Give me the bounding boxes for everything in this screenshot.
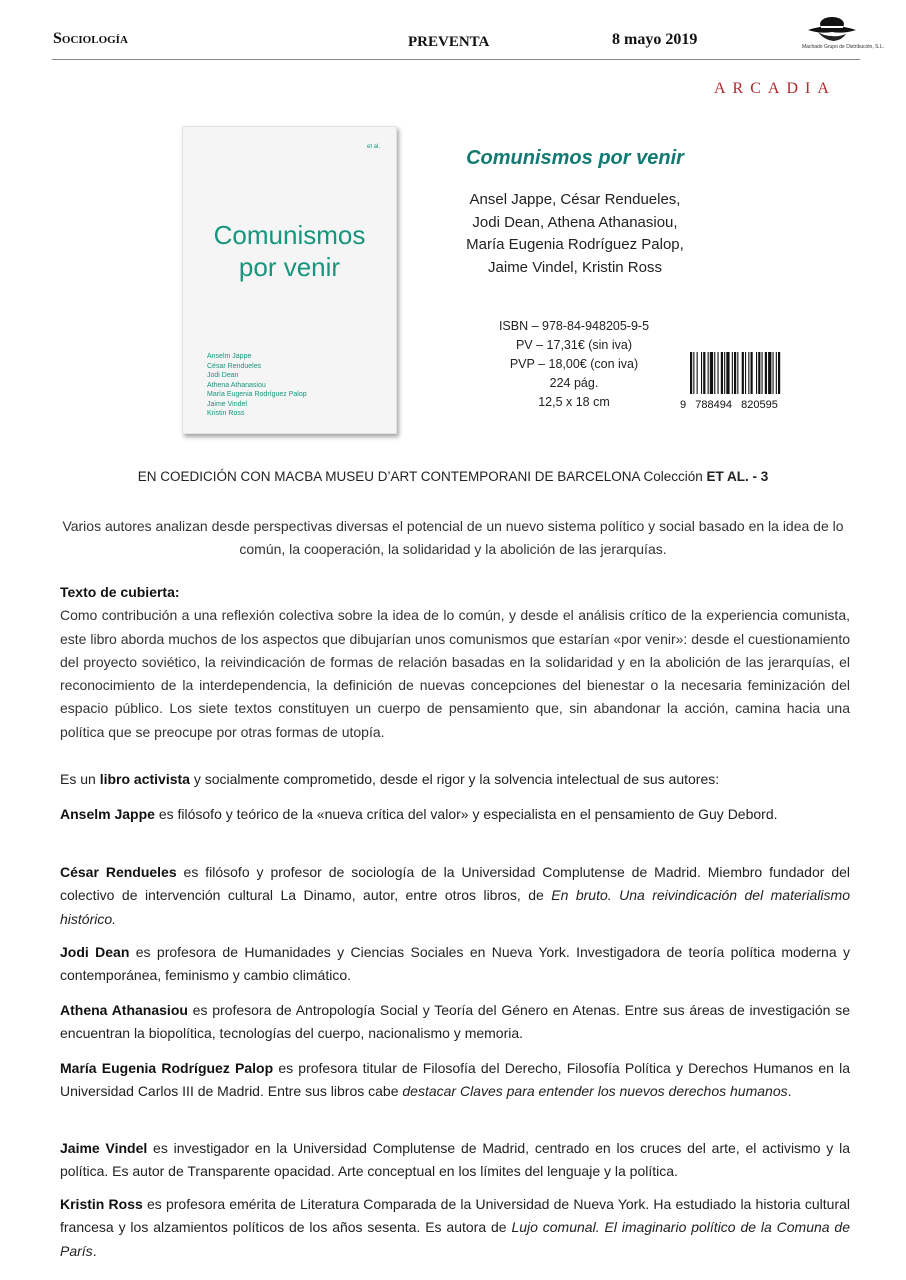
cover-series-mark: et al. bbox=[366, 144, 380, 150]
barcode-bar bbox=[762, 352, 763, 394]
activist-line bbox=[60, 768, 850, 791]
cover-author: Jaime Vindel bbox=[207, 400, 247, 408]
collection-label: ET AL. - 3 bbox=[706, 469, 769, 484]
barcode-bars bbox=[678, 352, 806, 394]
activist-pre: Es un bbox=[60, 771, 100, 787]
bio-text: es profesora de Humanidades y Ciencias Sociales en Nueva York. Investigadora de teoría política moderna y contemporánea, feminismo y cambio climático. bbox=[60, 944, 851, 984]
bio-jappe bbox=[60, 803, 850, 826]
cover-author: César Rendueles bbox=[207, 362, 262, 370]
cover-author: Kristin Ross bbox=[207, 410, 245, 417]
barcode-bar bbox=[693, 352, 694, 394]
book-title: Comunismos por venir bbox=[466, 147, 684, 169]
barcode-bar bbox=[697, 352, 698, 394]
section-label: Sociología bbox=[53, 30, 128, 47]
isbn: ISBN – 978-84-948205-9-5 bbox=[498, 319, 650, 333]
barcode-bar bbox=[776, 352, 777, 394]
bio-name: César Rendueles bbox=[60, 864, 177, 880]
hat-icon bbox=[804, 14, 860, 44]
cover-text-body: Como contribución a una reflexión colectiva sobre la idea de lo común, y desde el análisis crítico de la experiencia comunista, este libro aborda muchos de los aspectos que dibujarían unos comunismos que estarían «por venir»: desde el cuestionamiento del proyecto soviético, la reivindicación de formas de relación basadas en la solidaridad y en la abolición de las jerarquías, el reconocimiento de la interdependencia, la definición de nuevas concepciones del bienestar o la necesaria feminización del espacio público. Los siete textos constituyen un cuerpo de pensamiento que, sin abandonar la acción, camina hacia una política que se preocupe por otras formas de utopía. bbox=[60, 607, 850, 740]
book-specs bbox=[474, 317, 674, 412]
barcode-bar bbox=[734, 352, 736, 394]
coedition-text: EN COEDICIÓN CON MACBA MUSEU D’ART CONTEMPORANI DE BARCELONA Colección bbox=[137, 469, 707, 484]
bio-name: Jodi Dean bbox=[60, 944, 130, 960]
date-label: 8 mayo 2019 bbox=[612, 31, 698, 48]
barcode-bar bbox=[778, 352, 780, 394]
bio-book-title: En bruto. Una reivindicación del materialismo histórico. bbox=[60, 887, 850, 927]
bio-vindel bbox=[60, 1137, 850, 1184]
author-line: Jodi Dean, Athena Athanasiou, bbox=[472, 213, 678, 231]
barcode-bar bbox=[714, 352, 715, 394]
intro-summary: Varios autores analizan desde perspectivas diversas el potencial de un nuevo sistema político y social basado en la idea de lo común, la cooperación, la solidaridad y la abolición de las jerarquías. bbox=[62, 518, 844, 557]
bio-name: Athena Athanasiou bbox=[60, 1002, 188, 1018]
author-line: María Eugenia Rodríguez Palop, bbox=[466, 236, 684, 253]
barcode-bar bbox=[724, 352, 725, 394]
bio-text: es filósofo y teórico de la «nueva crítica del valor» y especialista en el pensamiento de Guy Debord. bbox=[154, 806, 778, 822]
cover-title bbox=[183, 219, 396, 283]
bio-rodriguez-palop bbox=[60, 1057, 850, 1104]
barcode-bar bbox=[773, 352, 774, 394]
bio-text: es profesora emérita de Literatura Comparada de la Universidad de Nueva York. Ha estudiado la historia cultural francesa y los alzamientos políticos de los años sesenta. Es autora de bbox=[60, 1196, 850, 1236]
preventa-label: PREVENTA bbox=[408, 34, 490, 50]
bio-tail: . bbox=[787, 1083, 792, 1100]
bio-name: Jaime Vindel bbox=[60, 1140, 148, 1156]
barcode-bar bbox=[703, 352, 705, 394]
cover-text-section bbox=[60, 581, 850, 744]
book-authors bbox=[440, 189, 710, 279]
bio-name: Anselm Jappe bbox=[60, 806, 155, 822]
activist-post: y socialmente comprometido, desde el rigor y la solvencia intelectual de sus autores: bbox=[189, 771, 720, 787]
barcode-bar bbox=[690, 352, 692, 394]
author-line: Jaime Vindel, Kristin Ross bbox=[488, 258, 662, 276]
barcode bbox=[678, 352, 806, 411]
bio-text: es investigador en la Universidad Complutense de Madrid, centrado en los cruces del arte, el activismo y la política. Es autor de Transparente opacidad. Arte conceptual en los límites del lenguaje y la política. bbox=[60, 1140, 850, 1180]
barcode-digits: 9 788494 820595 bbox=[680, 399, 778, 411]
barcode-bar bbox=[765, 352, 767, 394]
coedition-line bbox=[60, 469, 846, 484]
book-cover bbox=[182, 126, 397, 434]
barcode-bar bbox=[710, 352, 713, 394]
barcode-bar bbox=[756, 352, 757, 394]
page-count: 224 pág. bbox=[549, 376, 599, 390]
price-pvp: PVP – 18,00€ (con iva) bbox=[509, 357, 639, 371]
barcode-bar bbox=[768, 352, 771, 394]
barcode-bar bbox=[708, 352, 709, 394]
cover-text-label: Texto de cubierta: bbox=[60, 584, 180, 600]
logo-caption: Machado Grupo de Distribución, S.L. bbox=[802, 44, 884, 50]
barcode-bar bbox=[748, 352, 749, 394]
cover-authors bbox=[207, 352, 307, 419]
bio-dean bbox=[60, 941, 850, 988]
cover-title-line: por venir bbox=[238, 252, 341, 282]
author-line: Ansel Jappe, César Rendueles, bbox=[469, 191, 681, 208]
cover-author: Anselm Jappe bbox=[207, 353, 252, 360]
barcode-bar bbox=[737, 352, 738, 394]
price-pv: PV – 17,31€ (sin iva) bbox=[515, 338, 633, 352]
bio-name: María Eugenia Rodríguez Palop bbox=[60, 1060, 274, 1076]
bio-text: es profesora de Antropología Social y Teoría del Género en Atenas. Entre sus áreas de investigación se encuentran la biopolítica, tecnologías del cuerpo, nacionalismo y memoria. bbox=[60, 1002, 850, 1042]
bio-ross bbox=[60, 1193, 850, 1263]
bio-rendueles bbox=[60, 861, 850, 931]
barcode-bar bbox=[745, 352, 746, 394]
bio-book-title: destacar Claves para entender los nuevos derechos humanos bbox=[402, 1083, 788, 1100]
barcode-bar bbox=[721, 352, 723, 394]
publisher-name: ARCADIA bbox=[714, 80, 836, 97]
barcode-bar bbox=[726, 352, 729, 394]
bio-text: es filósofo y profesor de sociología de la Universidad Complutense de Madrid. Miembro fundador del colectivo de intervención cultural La Dinamo, autor, entre otros libros, de bbox=[60, 864, 850, 904]
barcode-bar bbox=[701, 352, 702, 394]
cover-title-line: Comunismos bbox=[213, 220, 366, 250]
bio-book-title: Lujo comunal. El imaginario político de la Comuna de París bbox=[60, 1219, 851, 1259]
cover-author: Jodi Dean bbox=[207, 372, 239, 379]
cover-author: Athena Athanasiou bbox=[207, 381, 266, 389]
barcode-bar bbox=[742, 352, 744, 394]
barcode-bar bbox=[758, 352, 760, 394]
barcode-bar bbox=[732, 352, 733, 394]
activist-bold: libro activista bbox=[99, 771, 190, 787]
cover-author: María Eugenia Rodríguez Palop bbox=[207, 391, 307, 398]
bio-tail: . bbox=[92, 1242, 97, 1259]
distributor-logo bbox=[802, 14, 884, 56]
barcode-bar bbox=[718, 352, 719, 394]
book-size: 12,5 x 18 cm bbox=[538, 395, 610, 409]
bio-name: Kristin Ross bbox=[60, 1196, 143, 1212]
header-divider bbox=[52, 59, 860, 60]
bio-text: es profesora titular de Filosofía del Derecho, Filosofía Política y Derechos Humanos en la Universidad Carlos III de Madrid. Entre sus libros cabe bbox=[60, 1060, 850, 1100]
barcode-bar bbox=[751, 352, 753, 394]
bio-athanasiou bbox=[60, 999, 850, 1046]
